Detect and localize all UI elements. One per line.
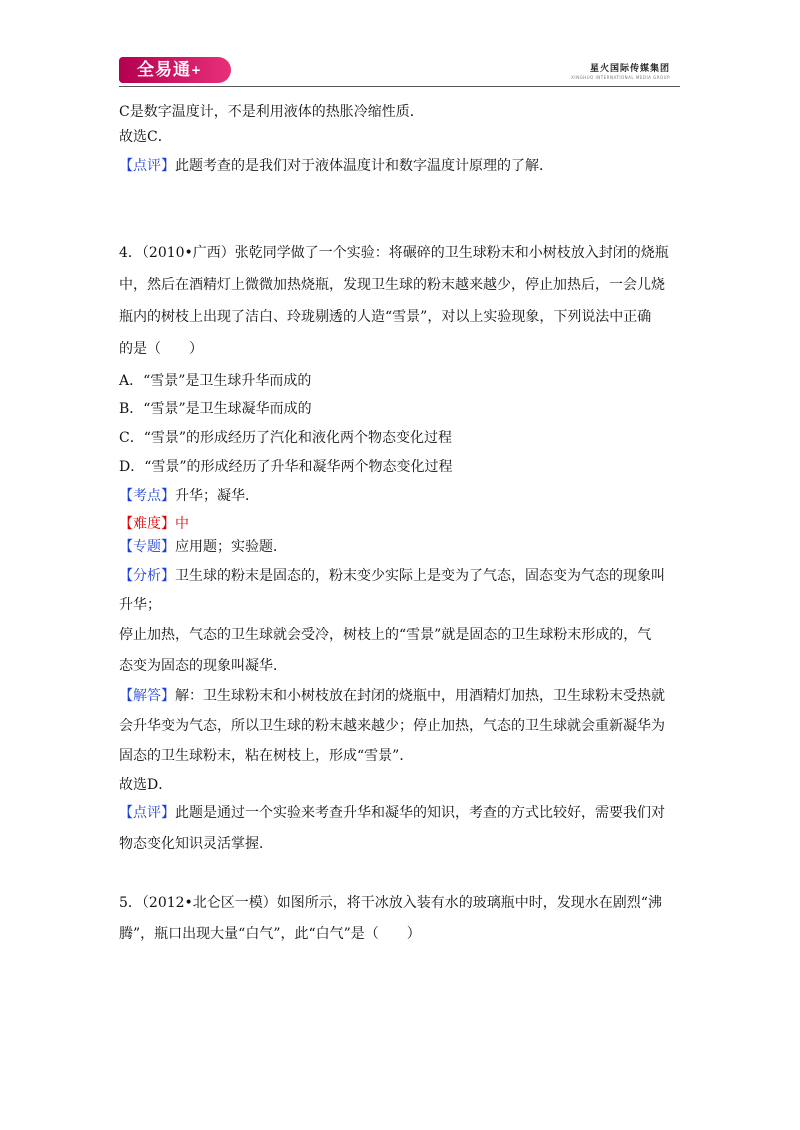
line: 4．（2010•广西）张乾同学做了一个实验：将碾碎的卫生球粉末和小树枝放入封闭的烧瓶 bbox=[119, 245, 669, 261]
line: 【解答】解：卫生球粉末和小树枝放在封闭的烧瓶中，用酒精灯加热，卫生球粉末受热就 bbox=[119, 688, 665, 704]
quanyitong-logo: 全易通+ bbox=[119, 57, 231, 83]
tag-label: 【考点】 bbox=[119, 488, 175, 504]
brand-name-en: XINGHUO INTERNATIONAL MEDIA GROUP bbox=[571, 75, 670, 80]
tag-label: 【难度】 bbox=[119, 516, 175, 532]
line: 腾”，瓶口出现大量“白气”，此“白气”是（ ） bbox=[119, 926, 421, 942]
tag-label: 【点评】 bbox=[119, 805, 175, 821]
tag-label: 【专题】 bbox=[119, 539, 175, 555]
line: 故选D． bbox=[119, 777, 173, 793]
line: 固态的卫生球粉末，粘在树枝上，形成“雪景”． bbox=[119, 748, 414, 764]
option-b: B．“雪景”是卫生球凝华而成的 bbox=[119, 401, 312, 417]
line: 停止加热，气态的卫生球就会受冷，树枝上的“雪景”就是固态的卫生球粉末形成的，气 bbox=[119, 627, 652, 643]
line: 故选C． bbox=[119, 129, 172, 145]
brand-name-cn: 星火国际传媒集团 bbox=[589, 64, 670, 74]
option-d: D．“雪景”的形成经历了升华和凝华两个物态变化过程 bbox=[119, 459, 453, 475]
line: 态变为固态的现象叫凝华． bbox=[119, 658, 287, 674]
line: 的是（ ） bbox=[119, 341, 203, 357]
tag-label: 【解答】 bbox=[119, 688, 175, 704]
line: 5．（2012•北仑区一模）如图所示，将干冰放入装有水的玻璃瓶中时，发现水在剧烈“沸 bbox=[119, 895, 662, 911]
line: C是数字温度计，不是利用液体的热胀冷缩性质． bbox=[119, 104, 424, 120]
line: 升华； bbox=[119, 597, 161, 613]
option-c: C．“雪景”的形成经历了汽化和液化两个物态变化过程 bbox=[119, 430, 453, 446]
tag-label: 【分析】 bbox=[119, 568, 175, 584]
line: 中，然后在酒精灯上微微加热烧瓶，发现卫生球的粉末越来越少，停止加热后，一会儿烧 bbox=[119, 277, 665, 293]
page-header bbox=[119, 55, 680, 87]
line: 【点评】此题考查的是我们对于液体温度计和数字温度计原理的了解． bbox=[119, 158, 553, 174]
line: 瓶内的树枝上出现了洁白、玲珑剔透的人造“雪景”，对以上实验现象，下列说法中正确 bbox=[119, 309, 652, 325]
line: 【专题】应用题；实验题． bbox=[119, 539, 287, 555]
option-a: A．“雪景”是卫生球升华而成的 bbox=[119, 373, 312, 389]
brand-block bbox=[571, 61, 670, 80]
tag-label: 【点评】 bbox=[119, 158, 175, 174]
line: 【考点】升华；凝华． bbox=[119, 488, 259, 504]
line: 物态变化知识灵活掌握． bbox=[119, 836, 273, 852]
line: 会升华变为气态，所以卫生球的粉末越来越少；停止加热，气态的卫生球就会重新凝华为 bbox=[119, 718, 665, 734]
line: 【点评】此题是通过一个实验来考查升华和凝华的知识，考查的方式比较好，需要我们对 bbox=[119, 805, 665, 821]
line: 【难度】中 bbox=[119, 516, 189, 532]
line: 【分析】卫生球的粉末是固态的，粉末变少实际上是变为了气态，固态变为气态的现象叫 bbox=[119, 568, 665, 584]
header-divider bbox=[119, 86, 680, 87]
